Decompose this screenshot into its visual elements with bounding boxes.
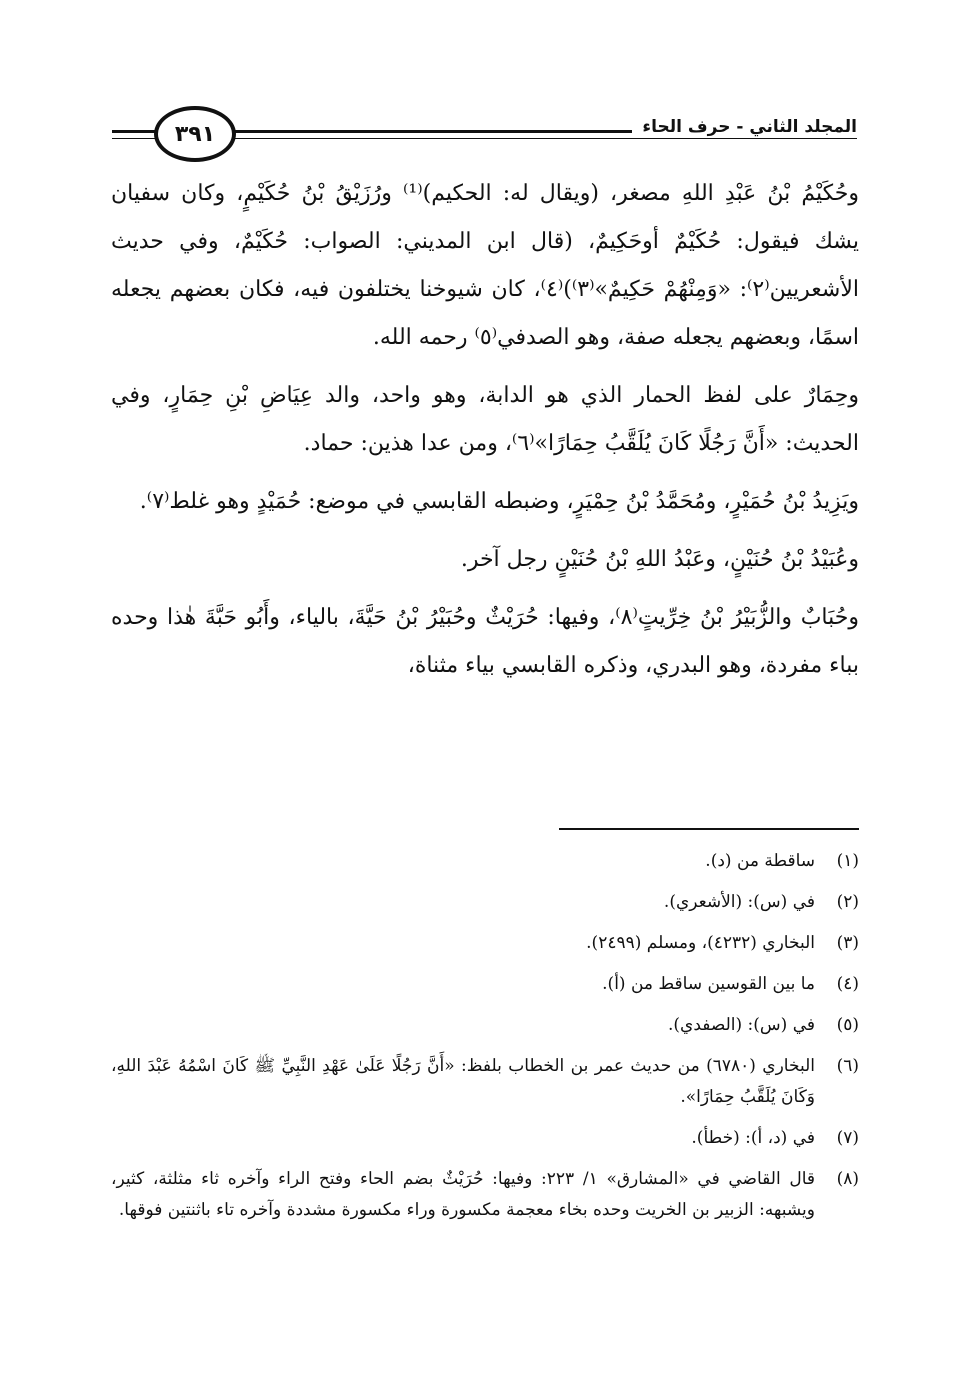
footnote-text: قال القاضي في «المشارق» ١/ ٢٢٣: وفيها: حُرَيْثٌ بضم الحاء وفتح الراء وآخره ثاء مثلثة، كثير، ويشبهه: الزبير بن الخريت وحده بخاء معجمة مكسورة وراء مكسورة مشددة وآخره تاء باثنتين فوقها. — [111, 1169, 816, 1220]
footnote — [111, 1010, 859, 1041]
footnote-number: (٢) — [836, 892, 859, 912]
footnote-text: البخاري (٦٧٨٠) من حديث عمر بن الخطاب بلفظ: «أَنَّ رَجُلًا عَلَىٰ عَهْدِ النَّبِيِّ ﷺ كَانَ اسْمُهُ عَبْدَ اللهِ، وَكَانَ يُلَقَّبُ حِمَارًا». — [111, 1056, 815, 1107]
footnotes — [111, 846, 859, 1236]
paragraph: ويَزِيدُ بْنُ حُمَيْرٍ، ومُحَمَّدُ بْنُ حِمْيَرٍ، وضبطه القابسي في موضع: حُمَيْدٍ وهو غلط⁽٧⁾. — [139, 489, 859, 514]
footnote — [111, 1123, 859, 1154]
footnote — [111, 1164, 859, 1226]
footnote-text: في (س): (الصفدي). — [668, 1015, 815, 1035]
footnote-text: في (د، أ): (خطأ). — [691, 1128, 815, 1148]
footnote — [111, 846, 859, 877]
footnote — [111, 1051, 859, 1113]
footnote-number: (٦) — [836, 1056, 859, 1076]
footnote-text: في (س): (الأشعري). — [663, 892, 815, 912]
footnote-number: (٧) — [836, 1128, 859, 1148]
footnote — [111, 969, 859, 1000]
main-text — [111, 170, 859, 700]
footnote — [111, 887, 859, 918]
footnote-number: (٥) — [836, 1015, 859, 1035]
paragraph: وحُكَيْمُ بْنُ عَبْدِ اللهِ مصغر، (ويقال له: الحكيم)⁽¹⁾ ورُزَيْقُ بْنُ حُكَيْمٍ، وكان سفيان يشك فيقول: حُكَيْمٌ أوحَكِيمٌ، (قال ابن المديني: الصواب: حُكَيْمٌ، وفي حديث الأشعريين⁽٢⁾: «وَمِنْهُمْ حَكِيمٌ»⁽٣⁾)⁽٤⁾، كان شيوخنا يختلفون فيه، فكان بعضهم يجعله اسمًا، وبعضهم يجعله صفة، وهو الصدفي⁽٥⁾ رحمه الله. — [111, 181, 859, 350]
footnote-number: (٣) — [836, 933, 859, 953]
paragraph: وحُبَابٌ والزُّبَيْرُ بْنُ خِرِّيتٍ⁽٨⁾، وفيها: حُرَيْثٌ وحُبَيْرُ بْنُ حَيَّةَ، بالياء، وأَبُو حَبَّةَ هٰذا وحده بباء مفردة، وهو البدري، وذكره القابسي بياء مثناة، — [111, 605, 859, 678]
footnote-number: (٨) — [836, 1169, 859, 1189]
footnote — [111, 928, 859, 959]
footnote-text: ساقطة من (د). — [705, 851, 815, 871]
paragraph: وحِمَارٌ على لفظ الحمار الذي هو الدابة، وهو واحد، والد عِيَاضِ بْنِ حِمَارٍ، وفي الحديث: «أَنَّ رَجُلًا كَانَ يُلَقَّبُ حِمَارًا»⁽٦⁾، ومن عدا هذين: حماد. — [111, 383, 859, 456]
page-header — [112, 108, 857, 158]
footnote-separator — [559, 828, 859, 830]
footnote-text: ما بين القوسين ساقط من (أ). — [602, 974, 815, 994]
paragraph: وعُبَيْدُ بْنُ حُنَيْنٍ، وعَبْدُ اللهِ بْنُ حُنَيْنٍ رجل آخر. — [460, 547, 859, 572]
footnote-number: (١) — [836, 851, 859, 871]
footnote-number: (٤) — [836, 974, 859, 994]
footnote-text: البخاري (٤٢٣٢)، ومسلم (٢٤٩٩). — [586, 933, 815, 953]
running-title: المجلد الثاني - حرف الحاء — [632, 117, 857, 137]
page-number: ٣٩١ — [154, 106, 236, 162]
